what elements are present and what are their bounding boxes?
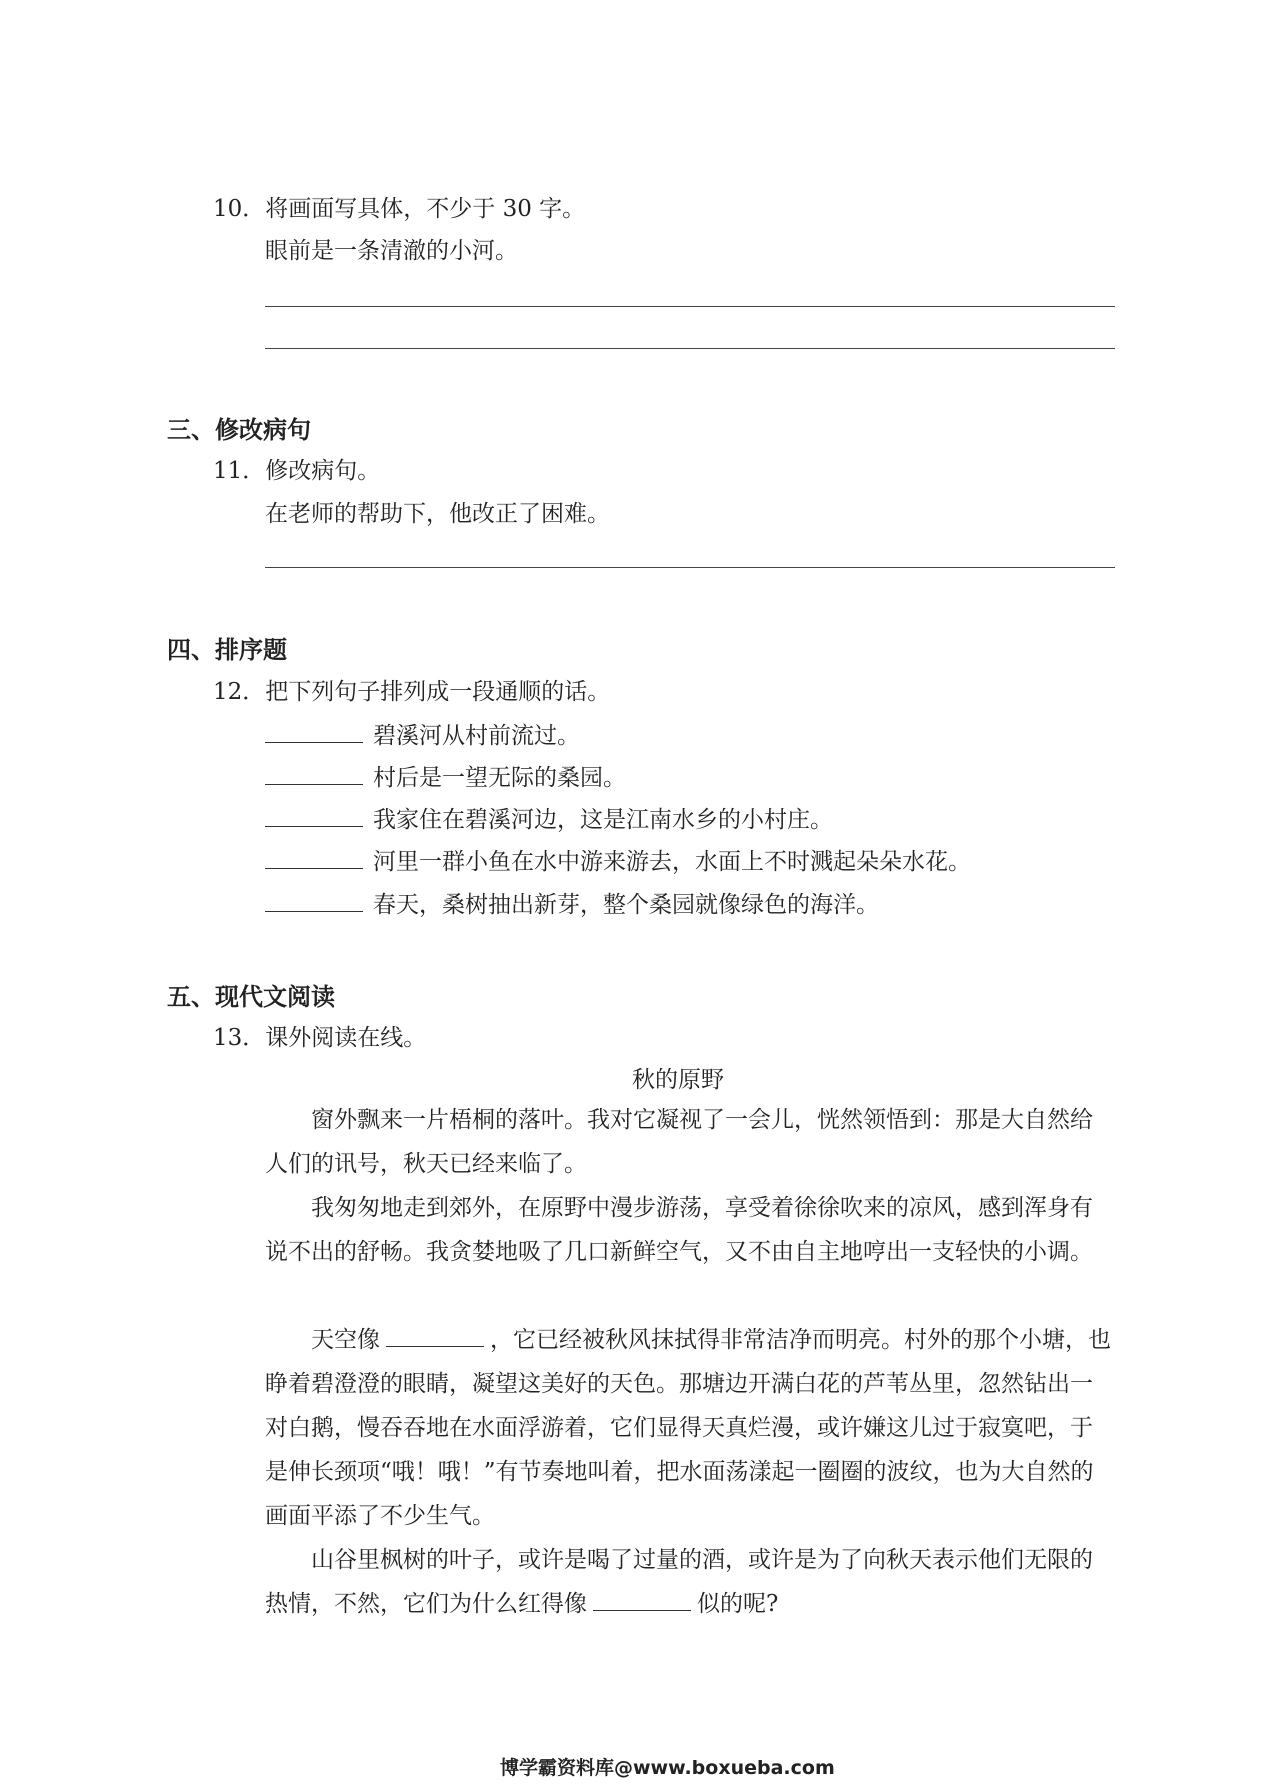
section5-heading: 五、现代文阅读 [167,983,335,1011]
q11-prompt: 11．修改病句。 [213,458,381,484]
order-item-4: 河里一群小鱼在水中游来游去，水面上不时溅起朵朵水花。 [265,848,971,874]
q10-answer-line-2[interactable] [265,348,1115,349]
sky-simile-blank[interactable] [386,1326,484,1347]
order-blank[interactable] [265,764,363,785]
order-blank[interactable] [265,891,363,912]
order-item-5: 春天，桑树抽出新芽，整个桑园就像绿色的海洋。 [265,891,879,917]
q11-answer-line[interactable] [265,567,1115,568]
order-blank[interactable] [265,722,363,743]
q10-prompt: 10．将画面写具体，不少于 30 字。 [213,196,586,222]
article-paragraph-3: 天空像 ，它已经被秋风抹拭得非常洁净而明亮。村外的那个小塘，也睁着碧澄澄的眼睛，凝望这美好的天色。那塘边开满白花的芦苇丛里，忽然钻出一对白鹅，慢吞吞地在水面浮游着，它们显得天真烂漫，或许嫌这儿过于寂寞吧，于是伸长颈项“哦！哦！”有节奏地叫着，把水面荡漾起一圈圈的波纹，也为大自然的画面平添了不少生气。 [265,1327,1111,1529]
q12-prompt: 12．把下列句子排列成一段通顺的话。 [213,679,611,705]
q10-sentence: 眼前是一条清澈的小河。 [265,238,518,264]
q10-answer-line-1[interactable] [265,306,1115,307]
q11-sentence: 在老师的帮助下，他改正了困难。 [265,501,610,527]
article-paragraph-1: 窗外飘来一片梧桐的落叶。我对它凝视了一会儿，恍然领悟到：那是大自然给人们的讯号，秋天已经来临了。 [265,1107,1093,1177]
section4-heading: 四、排序题 [167,636,287,664]
article-paragraph-2: 我匆匆地走到郊外，在原野中漫步游荡，享受着徐徐吹来的凉风，感到浑身有说不出的舒畅。我贪婪地吸了几口新鲜空气，又不由自主地哼出一支轻快的小调。 [265,1195,1093,1265]
q13-prompt: 13．课外阅读在线。 [213,1025,427,1051]
article-title: 秋的原野 [632,1067,724,1093]
order-blank[interactable] [265,848,363,869]
section3-heading: 三、修改病句 [167,416,311,444]
maple-simile-blank[interactable] [593,1590,691,1611]
footer-watermark: 博学霸资料库@www.boxueba.com [500,1757,835,1779]
order-item-3: 我家住在碧溪河边，这是江南水乡的小村庄。 [265,806,833,832]
order-item-1: 碧溪河从村前流过。 [265,722,580,748]
article-paragraph-4: 山谷里枫树的叶子，或许是喝了过量的酒，或许是为了向秋天表示他们无限的热情，不然，它们为什么红得像 似的呢? [265,1547,1093,1617]
order-item-2: 村后是一望无际的桑园。 [265,764,626,790]
order-blank[interactable] [265,806,363,827]
